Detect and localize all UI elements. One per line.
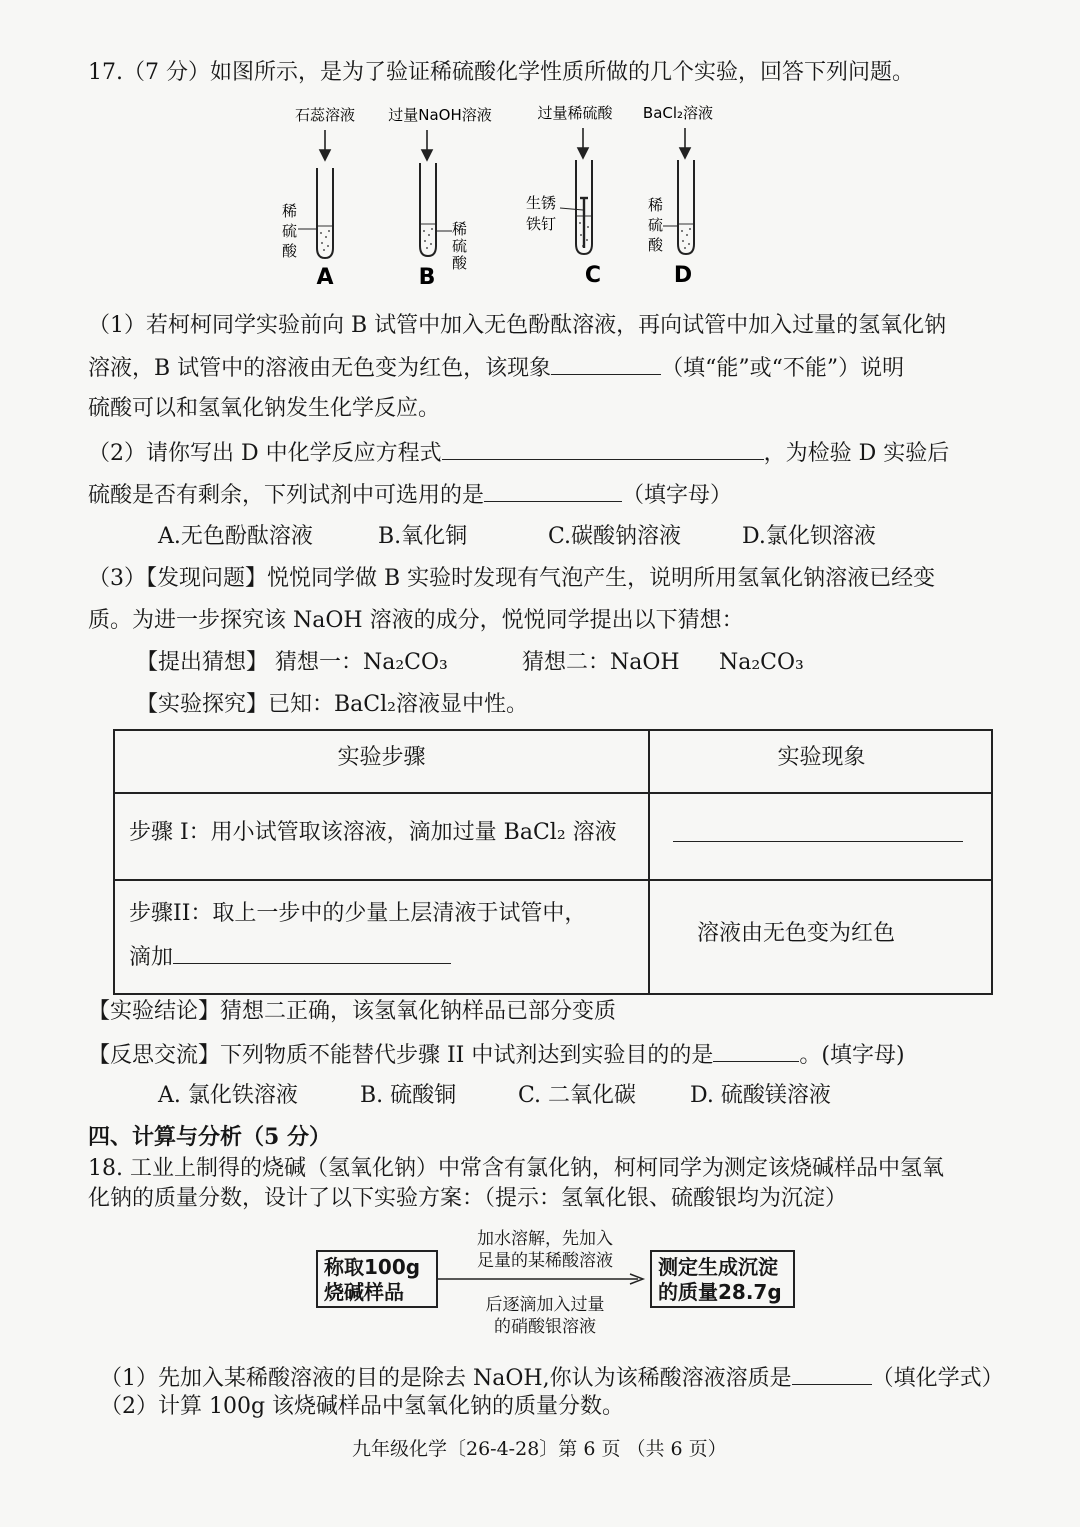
reflect-option-d: D. 硫酸镁溶液	[690, 1083, 831, 1108]
reagent-d-label: BaCl₂溶液	[642, 104, 714, 122]
table-step1: 步骤 I：用小试管取该溶液，滴加过量 BaCl₂ 溶液	[129, 820, 617, 845]
label-a-1: 稀	[282, 202, 298, 220]
q18-sub1: （1）先加入某稀酸溶液的目的是除去 NaOH,你认为该稀酸溶液溶质是 （填化学式）	[100, 1362, 1004, 1394]
q17-p3-line1: （3）【发现问题】悦悦同学做 B 实验时发现有气泡产生，说明所用氢氧化钠溶液已经变	[88, 566, 936, 591]
reagent-b-label: 过量NaOH溶液	[388, 106, 492, 124]
equation-blank[interactable]	[442, 437, 764, 460]
tube-a	[317, 168, 333, 258]
acid-solute-blank[interactable]	[792, 1362, 872, 1385]
reflect-option-c: C. 二氧化碳	[518, 1083, 637, 1108]
test-tube-figure	[270, 98, 740, 298]
label-a-2: 硫	[282, 222, 298, 240]
tube-letter-c: C	[584, 263, 602, 288]
svg-text:硫: 硫	[452, 237, 468, 255]
svg-text:酸: 酸	[452, 254, 468, 272]
tube-d	[678, 160, 694, 254]
flow-arrow-top-label: 加水溶解，先加入 足量的某稀酸溶液	[477, 1229, 613, 1271]
reflect-option-a: A. 氯化铁溶液	[158, 1083, 298, 1108]
q17-p2-line1: （2）请你写出 D 中化学反应方程式 ，为检验 D 实验后	[88, 437, 949, 469]
hypothesis-2-formula: Na₂CO₃	[719, 650, 804, 675]
reagent-c-label: 过量稀硫酸	[537, 104, 613, 122]
svg-text:稀: 稀	[648, 196, 664, 214]
p2-option-a: A.无色酚酞溶液	[158, 524, 313, 549]
label-a-3: 酸	[282, 242, 298, 260]
flow-right-box: 测定生成沉淀 的质量28.7g	[650, 1250, 795, 1308]
experiment-conclusion: 【实验结论】猜想二正确，该氢氧化钠样品已部分变质	[88, 999, 617, 1024]
q18-line1: 18. 工业上制得的烧碱（氢氧化钠）中常含有氯化钠，柯柯同学为测定该烧碱样品中氢氧	[88, 1156, 944, 1181]
table-result2: 溶液由无色变为红色	[697, 921, 896, 946]
reflect-option-b: B. 硫酸铜	[360, 1083, 457, 1108]
q17-p3-line2: 质。为进一步探究该 NaOH 溶液的成分，悦悦同学提出以下猜想：	[88, 608, 744, 633]
table-step2-line2: 滴加	[129, 941, 451, 973]
flow-left-box: 称取100g 烧碱样品	[316, 1250, 438, 1308]
q18-line2: 化钠的质量分数，设计了以下实验方案：（提示：氢氧化银、硫酸银均为沉淀）	[88, 1186, 848, 1211]
q17-p1-line3: 硫酸可以和氢氧化钠发生化学反应。	[88, 396, 441, 421]
tube-letter-b: B	[418, 265, 436, 290]
experiment-table	[113, 729, 993, 995]
svg-text:酸: 酸	[648, 236, 664, 254]
tube-b	[420, 163, 436, 256]
table-header-phenomena: 实验现象	[777, 745, 866, 770]
flow-arrow-bottom-label: 后逐滴加入过量 的硝酸银溶液	[485, 1295, 605, 1337]
svg-text:铁钉: 铁钉	[526, 215, 557, 233]
p2-option-d: D.氯化钡溶液	[742, 524, 876, 549]
svg-text:生锈: 生锈	[526, 194, 557, 212]
hypothesis-2: 猜想二：NaOH	[522, 650, 680, 675]
q17-p1-line2: 溶液，B 试管中的溶液由无色变为红色，该现象 （填“能”或“不能”）说明	[88, 352, 904, 384]
tube-letter-a: A	[316, 265, 334, 290]
svg-text:稀: 稀	[452, 220, 468, 238]
p2-option-b: B.氧化铜	[378, 524, 468, 549]
reflection-line: 【反思交流】下列物质不能替代步骤 II 中试剂达到实验目的的是 。(填字母)	[88, 1039, 905, 1071]
q17-title: 17.（7 分）如图所示，是为了验证稀硫酸化学性质所做的几个实验，回答下列问题。	[88, 60, 914, 85]
reflection-blank[interactable]	[713, 1039, 799, 1062]
hypothesis-1: 【提出猜想】 猜想一：Na₂CO₃	[136, 650, 448, 675]
table-step2-line1: 步骤II：取上一步中的少量上层清液于试管中，	[129, 901, 587, 926]
section4-heading: 四、计算与分析（5 分）	[88, 1124, 331, 1150]
tube-letter-d: D	[673, 263, 693, 288]
explore-line: 【实验探究】已知：BaCl₂溶液显中性。	[136, 692, 529, 717]
q17-p2-line2: 硫酸是否有剩余，下列试剂中可选用的是 （填字母）	[88, 479, 732, 511]
page-footer: 九年级化学〔26-4-28〕第 6 页 （共 6 页）	[352, 1438, 727, 1460]
flow-arrow	[438, 1272, 650, 1286]
result1-blank[interactable]	[673, 841, 963, 842]
reagent-choice-blank[interactable]	[484, 479, 622, 502]
reagent-a-label: 石蕊溶液	[294, 106, 356, 124]
step2-reagent-blank[interactable]	[173, 941, 451, 964]
table-header-steps: 实验步骤	[337, 745, 426, 770]
p2-option-c: C.碳酸钠溶液	[548, 524, 682, 549]
q17-p1-line1: （1）若柯柯同学实验前向 B 试管中加入无色酚酞溶液，再向试管中加入过量的氢氧化钠	[88, 313, 947, 338]
answer-blank-1[interactable]	[551, 352, 661, 375]
q18-sub2: （2）计算 100g 该烧碱样品中氢氧化钠的质量分数。	[100, 1394, 625, 1419]
svg-text:硫: 硫	[648, 216, 664, 234]
